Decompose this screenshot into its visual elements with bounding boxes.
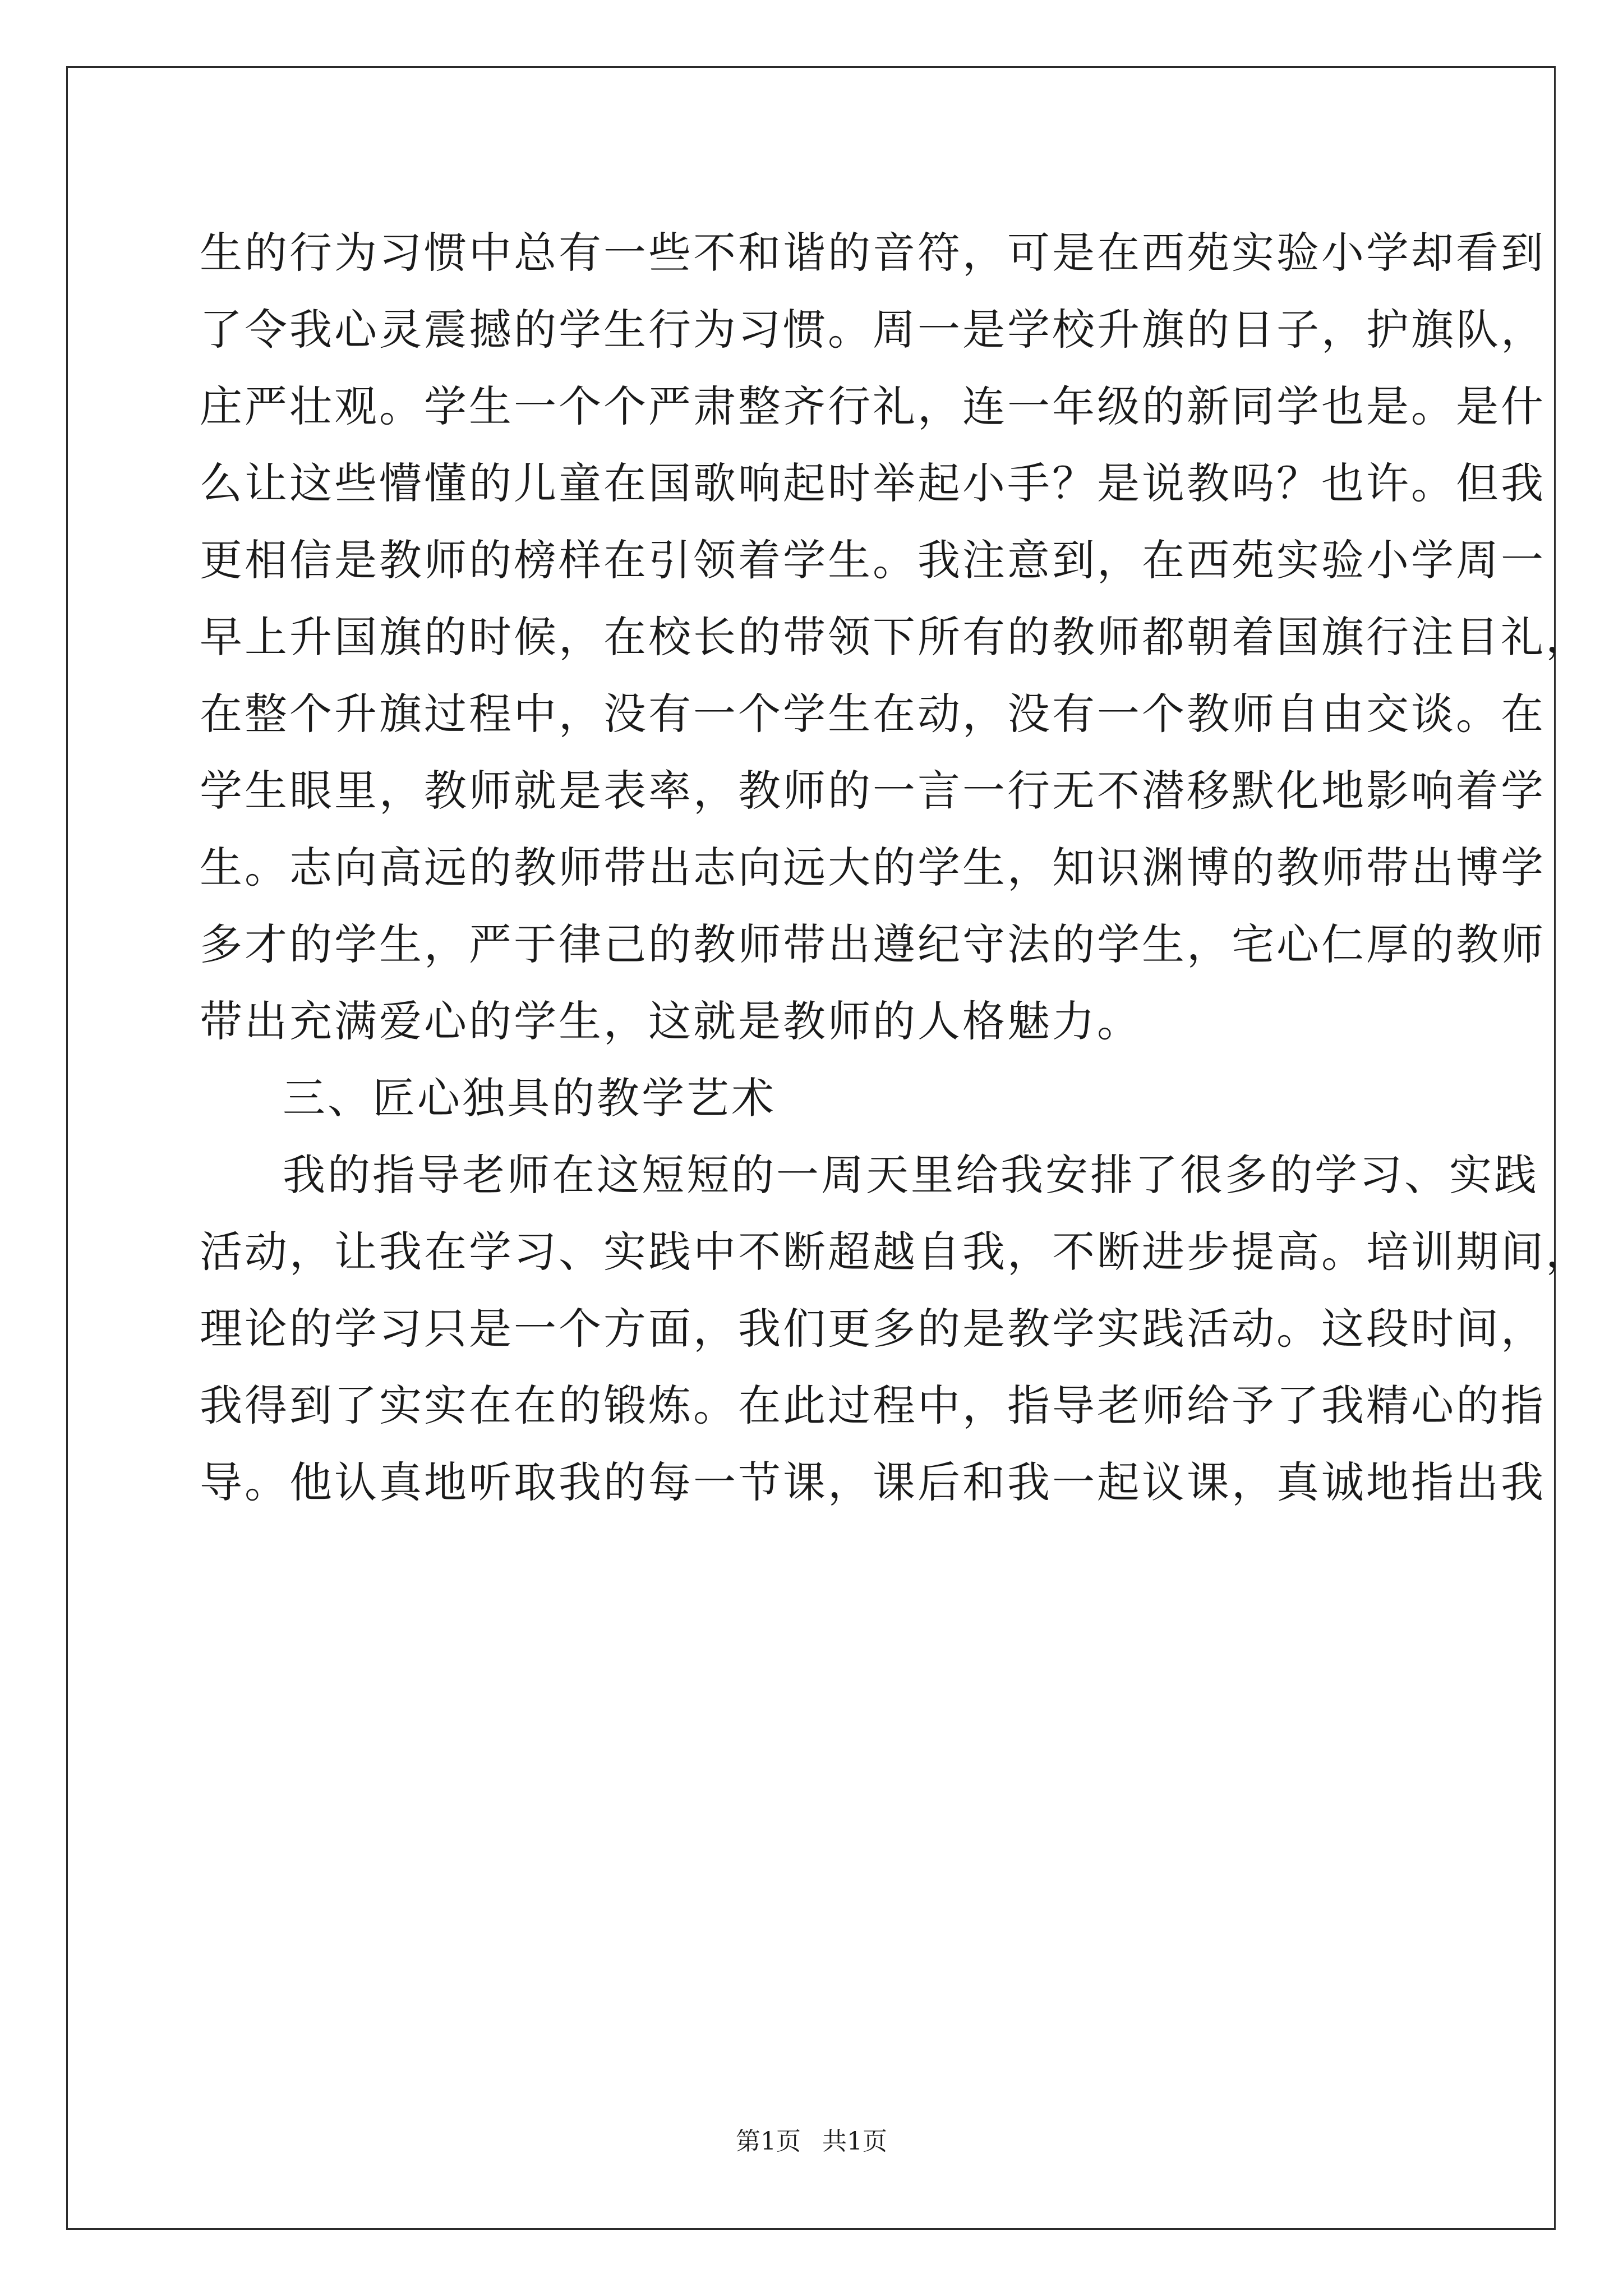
text-line: 在整个升旗过程中，没有一个学生在动，没有一个教师自由交谈。在 [200,689,1546,739]
text-line: 么让这些懵懂的儿童在国歌响起时举起小手？是说教吗？也许。但我 [200,458,1546,508]
page-footer [0,2125,1623,2159]
text-line: 多才的学生，严于律己的教师带出遵纪守法的学生，宅心仁厚的教师 [200,919,1546,969]
text-line: 生的行为习惯中总有一些不和谐的音符，可是在西苑实验小学却看到 [200,228,1546,278]
text-line: 早上升国旗的时候，在校长的带领下所有的教师都朝着国旗行注目礼， [200,612,1590,662]
text-line: 我得到了实实在在的锻炼。在此过程中，指导老师给予了我精心的指 [200,1381,1546,1430]
text-line: 学生眼里，教师就是表率，教师的一言一行无不潜移默化地影响着学 [200,766,1546,816]
text-line: 了令我心灵震撼的学生行为习惯。周一是学校升旗的日子，护旗队， [200,305,1546,355]
text-line: 我的指导老师在这短短的一周天里给我安排了很多的学习、实践 [283,1150,1539,1200]
section-heading: 三、匠心独具的教学艺术 [283,1073,776,1123]
text-line: 生。志向高远的教师带出志向远大的学生，知识渊博的教师带出博学 [200,843,1546,892]
text-line: 导。他认真地听取我的每一节课，课后和我一起议课，真诚地指出我 [200,1457,1546,1507]
page-number: 第1页 [736,2127,801,2156]
text-line: 活动，让我在学习、实践中不断超越自我，不断进步提高。培训期间， [200,1227,1590,1277]
text-line: 更相信是教师的榜样在引领着学生。我注意到，在西苑实验小学周一 [200,535,1546,585]
text-line: 庄严壮观。学生一个个严肃整齐行礼，连一年级的新同学也是。是什 [200,381,1546,431]
text-line: 理论的学习只是一个方面，我们更多的是教学实践活动。这段时间， [200,1304,1546,1354]
text-line: 带出充满爱心的学生，这就是教师的人格魅力。 [200,996,1142,1046]
page-total: 共1页 [822,2127,887,2156]
